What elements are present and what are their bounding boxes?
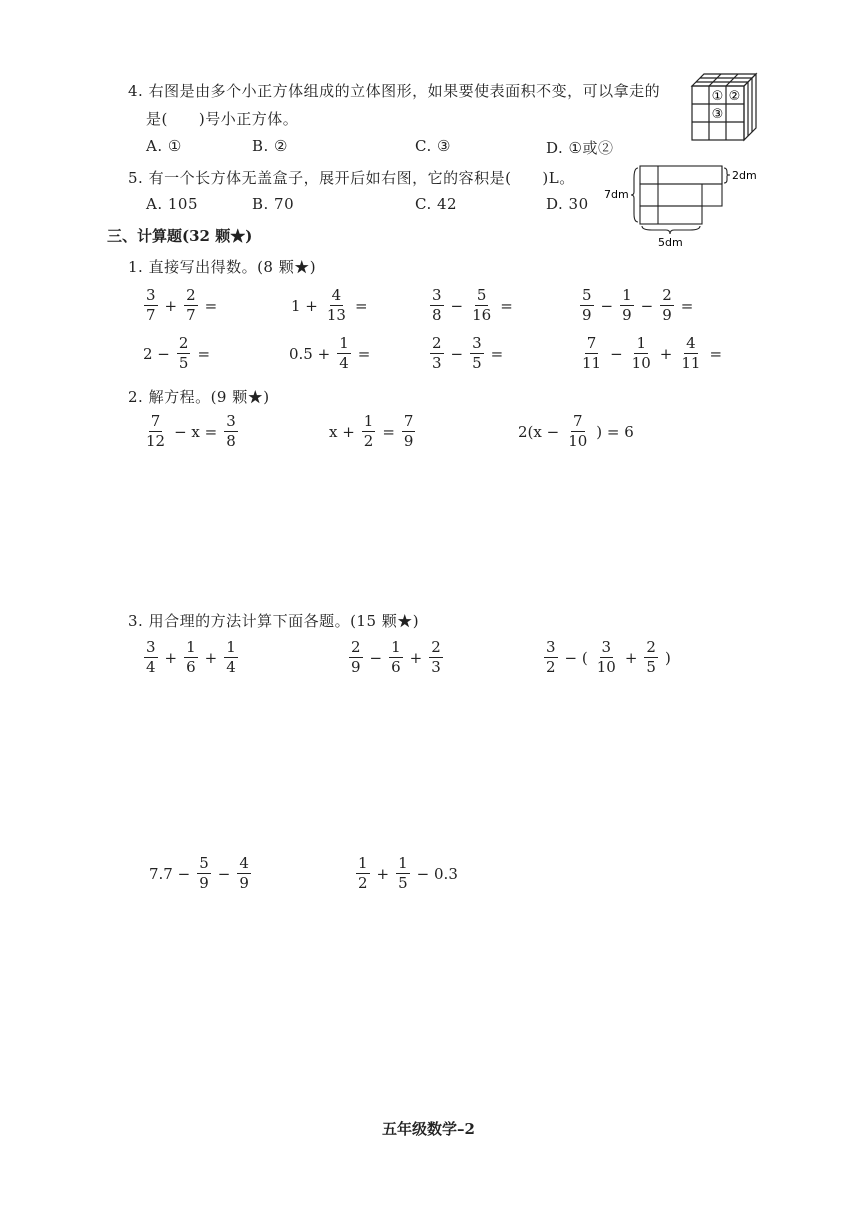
num: 1: [226, 638, 236, 656]
operator: +: [164, 648, 178, 667]
den: 12: [146, 432, 166, 450]
equals: =: [709, 344, 723, 363]
num: 3: [601, 638, 612, 656]
den: 13: [326, 306, 346, 324]
den: 9: [351, 658, 361, 676]
term: 1 +: [291, 296, 318, 315]
num: 3: [226, 412, 236, 430]
den: 9: [622, 306, 632, 324]
num: 5: [476, 286, 487, 304]
operator: −: [369, 648, 383, 667]
num: 2: [178, 334, 189, 352]
den: 9: [403, 432, 414, 450]
num: 3: [432, 286, 442, 304]
den: 5: [398, 874, 408, 892]
term: x +: [329, 422, 355, 441]
den: 5: [646, 658, 656, 676]
equals: =: [382, 422, 395, 441]
num: 1: [358, 854, 368, 872]
num: 1: [398, 854, 408, 872]
den: 5: [472, 354, 482, 372]
den: 9: [662, 306, 672, 324]
calc-d2: [352, 856, 461, 891]
den: 10: [568, 432, 588, 450]
num: 2: [662, 286, 672, 304]
den: 4: [226, 658, 236, 676]
part3-title: 3. 用合理的方法计算下面各题。(15 颗★): [128, 612, 420, 630]
den: 11: [582, 354, 602, 372]
num: 4: [239, 854, 249, 872]
num: 2: [646, 638, 656, 656]
paren: ): [664, 648, 671, 667]
equals: =: [500, 296, 513, 315]
operator: +: [164, 296, 178, 315]
num: 2: [432, 334, 442, 352]
den: 2: [363, 432, 374, 450]
operator: −: [450, 344, 464, 363]
q5-option-b: B. 70: [252, 195, 295, 213]
net-label-left: 7dm: [604, 188, 629, 201]
q4-line1: 4. 右图是由多个小正方体组成的立体图形，如果要使表面积不变，可以拿走的: [128, 82, 661, 100]
term: 2 −: [143, 344, 170, 363]
operator: −: [640, 296, 654, 315]
operator: − (: [564, 648, 588, 667]
calc-c1: [140, 640, 242, 675]
den: 16: [472, 306, 492, 324]
num: 2: [351, 638, 361, 656]
den: 2: [358, 874, 368, 892]
den: 11: [681, 354, 701, 372]
term: − x =: [174, 422, 218, 441]
calc-a1: [140, 288, 220, 323]
den: 5: [178, 354, 189, 372]
den: 8: [226, 432, 236, 450]
operator: +: [624, 648, 638, 667]
num: 7: [572, 412, 583, 430]
part2-title: 2. 解方程。(9 颗★): [128, 388, 270, 406]
num: 7: [150, 412, 161, 430]
term: 2(x −: [518, 422, 560, 441]
q5-line1: 5. 有一个长方体无盖盒子，展开后如右图，它的容积是( )L。: [128, 169, 575, 187]
operator: +: [376, 864, 390, 883]
den: 9: [239, 874, 249, 892]
calc-a3: [426, 288, 516, 323]
num: 4: [331, 286, 342, 304]
num: 1: [363, 412, 374, 430]
cube-label-2: ②: [728, 89, 741, 104]
num: 5: [582, 286, 592, 304]
calc-c2: [345, 640, 447, 675]
operator: −: [450, 296, 464, 315]
calc-b3: [426, 336, 506, 371]
calc-b4: [576, 336, 725, 371]
cube-label-3: ③: [711, 107, 724, 122]
num: 7: [403, 412, 414, 430]
den: 4: [146, 658, 156, 676]
box-net-figure: [600, 158, 760, 250]
q5-option-a: A. 105: [146, 195, 198, 213]
term: − 0.3: [416, 864, 458, 883]
term: ) = 6: [596, 422, 634, 441]
num: 2: [431, 638, 441, 656]
num: 1: [339, 334, 349, 352]
cube-figure: [688, 70, 760, 144]
den: 8: [432, 306, 442, 324]
calc-c3: [540, 640, 674, 675]
q5-option-c: C. 42: [415, 195, 458, 213]
equation-3: [515, 414, 637, 449]
calc-a2: [288, 288, 371, 323]
operator: −: [217, 864, 231, 883]
num: 5: [199, 854, 209, 872]
equals: =: [680, 296, 694, 315]
den: 7: [146, 306, 156, 324]
den: 7: [186, 306, 196, 324]
operator: +: [204, 648, 218, 667]
cube-label-1: ①: [711, 89, 724, 104]
equals: =: [490, 344, 504, 363]
operator: +: [659, 344, 673, 363]
den: 4: [339, 354, 349, 372]
equals: =: [354, 296, 368, 315]
q4-option-d: D. ①或②: [546, 139, 614, 157]
num: 1: [186, 638, 196, 656]
section3-title: 三、计算题(32 颗★): [107, 227, 253, 245]
num: 3: [546, 638, 556, 656]
equation-1: [140, 414, 242, 449]
num: 3: [146, 638, 156, 656]
equals: =: [204, 296, 218, 315]
den: 9: [582, 306, 592, 324]
term: 0.5 +: [289, 344, 331, 363]
q4-option-c: C. ③: [415, 137, 451, 155]
equation-2: [326, 414, 419, 449]
operator: +: [409, 648, 423, 667]
num: 1: [636, 334, 646, 352]
q4-option-a: A. ①: [146, 137, 182, 155]
den: 10: [596, 658, 616, 676]
den: 6: [186, 658, 196, 676]
den: 10: [631, 354, 651, 372]
den: 6: [391, 658, 401, 676]
num: 3: [146, 286, 156, 304]
num: 1: [622, 286, 632, 304]
den: 2: [546, 658, 556, 676]
q4-option-b: B. ②: [252, 137, 289, 155]
part1-title: 1. 直接写出得数。(8 颗★): [128, 258, 317, 276]
operator: −: [600, 296, 614, 315]
page-footer: 五年级数学–2: [382, 1120, 475, 1138]
num: 2: [186, 286, 196, 304]
num: 4: [686, 334, 696, 352]
operator: −: [610, 344, 623, 363]
term: 7.7 −: [149, 864, 191, 883]
den: 3: [431, 658, 441, 676]
den: 9: [199, 874, 209, 892]
calc-b1: [140, 336, 213, 371]
net-label-right: 2dm: [732, 169, 757, 182]
q5-option-d: D. 30: [546, 195, 589, 213]
num: 1: [391, 638, 401, 656]
calc-d1: [146, 856, 255, 891]
equals: =: [197, 344, 211, 363]
calc-a4: [576, 288, 696, 323]
q4-line2: 是( )号小正方体。: [146, 110, 299, 128]
den: 3: [432, 354, 442, 372]
net-label-bottom: 5dm: [658, 236, 683, 249]
calc-b2: [286, 336, 373, 371]
num: 3: [472, 334, 482, 352]
num: 7: [586, 334, 597, 352]
equals: =: [357, 344, 371, 363]
